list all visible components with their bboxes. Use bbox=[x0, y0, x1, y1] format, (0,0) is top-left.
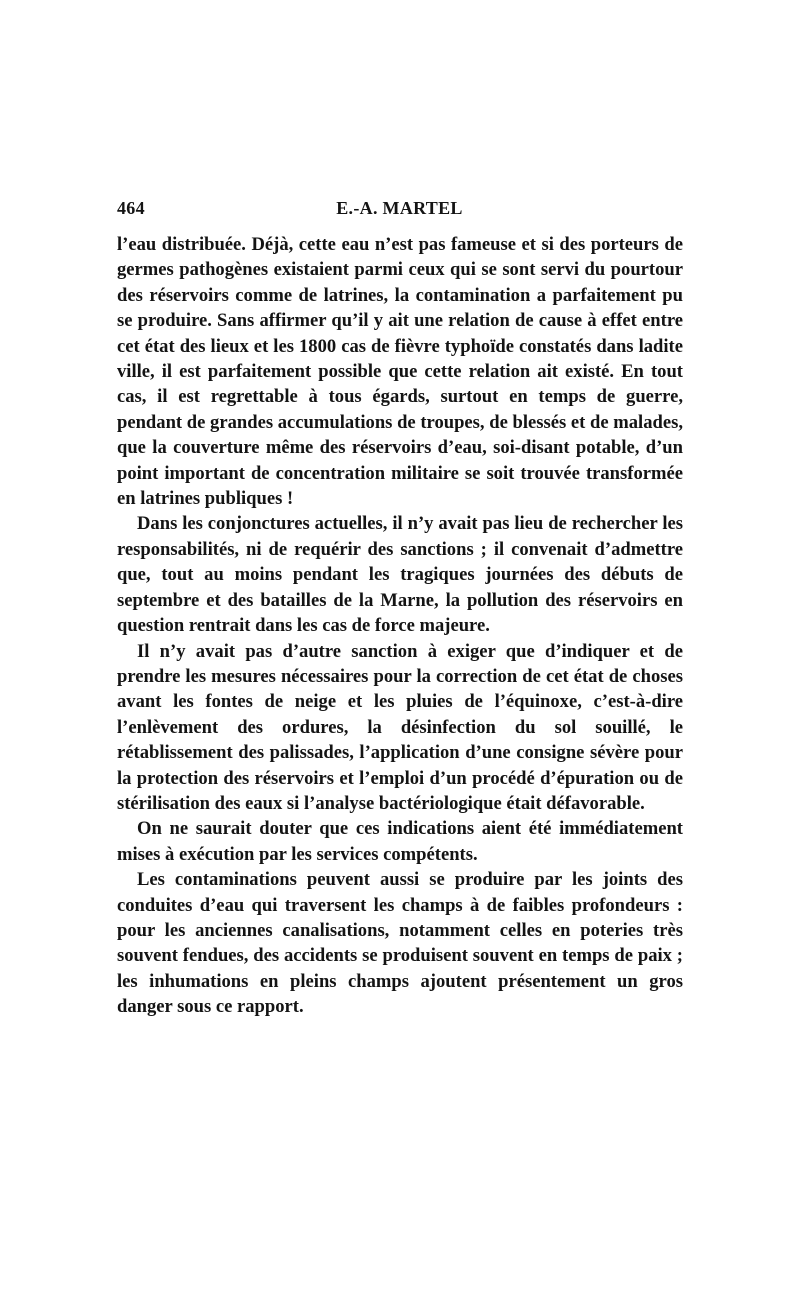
running-head bbox=[117, 198, 682, 222]
paragraph-continued: l’eau distribuée. Déjà, cette eau n’est pas fameuse et si des porteurs de germes pathogènes existaient parmi ceux qui se sont servi du pourtour des réservoirs comme de latrines, la contamination a parfaitement pu se produire. Sans affirmer qu’il y ait une relation de cause à effet entre cet état des lieux et les 1800 cas de fièvre typhoïde constatés dans ladite ville, il est parfaitement possible que cette relation ait existé. En tout cas, il est regrettable à tous égards, surtout en temps de guerre, pendant de grandes accumulations de troupes, de blessés et de malades, que la couverture même des réservoirs d’eau, soi-disant potable, d’un point important de concentration militaire se soit trouvée transformée en latrines publiques ! bbox=[117, 234, 683, 510]
paragraph: Les contaminations peuvent aussi se produire par les joints des conduites d’eau qui traversent les champs à de faibles profondeurs : pour les anciennes canalisations, notamment celles en poteries très souvent fendues, des accidents se produisent souvent en temps de paix ; les inhumations en pleins champs ajoutent présentement un gros danger sous ce rapport. bbox=[117, 869, 683, 1018]
body-text bbox=[117, 232, 683, 1020]
page-number: 464 bbox=[117, 198, 145, 218]
paragraph: On ne saurait douter que ces indications aient été immédiatement mises à exécution par les services compétents. bbox=[117, 818, 683, 865]
paragraph: Il n’y avait pas d’autre sanction à exiger que d’indiquer et de prendre les mesures nécessaires pour la correction de cet état de choses avant les fontes de neige et les pluies de l’équinoxe, c’est-à-dire l’enlèvement des ordures, la désinfection du sol souillé, le rétablissement des palissades, l’application d’une consigne sévère pour la protection des réservoirs et l’emploi d’un procédé d’épuration ou de stérilisation des eaux si l’analyse bactériologique était défavorable. bbox=[117, 640, 683, 814]
running-head-author: E.-A. MARTEL bbox=[336, 198, 463, 218]
paragraph: Dans les conjonctures actuelles, il n’y avait pas lieu de rechercher les responsabilités, ni de requérir des sanctions ; il convenait d’admettre que, tout au moins pendant les tragiques journées des débuts de septembre et des batailles de la Marne, la pollution des réservoirs en question rentrait dans les cas de force majeure. bbox=[117, 513, 683, 637]
